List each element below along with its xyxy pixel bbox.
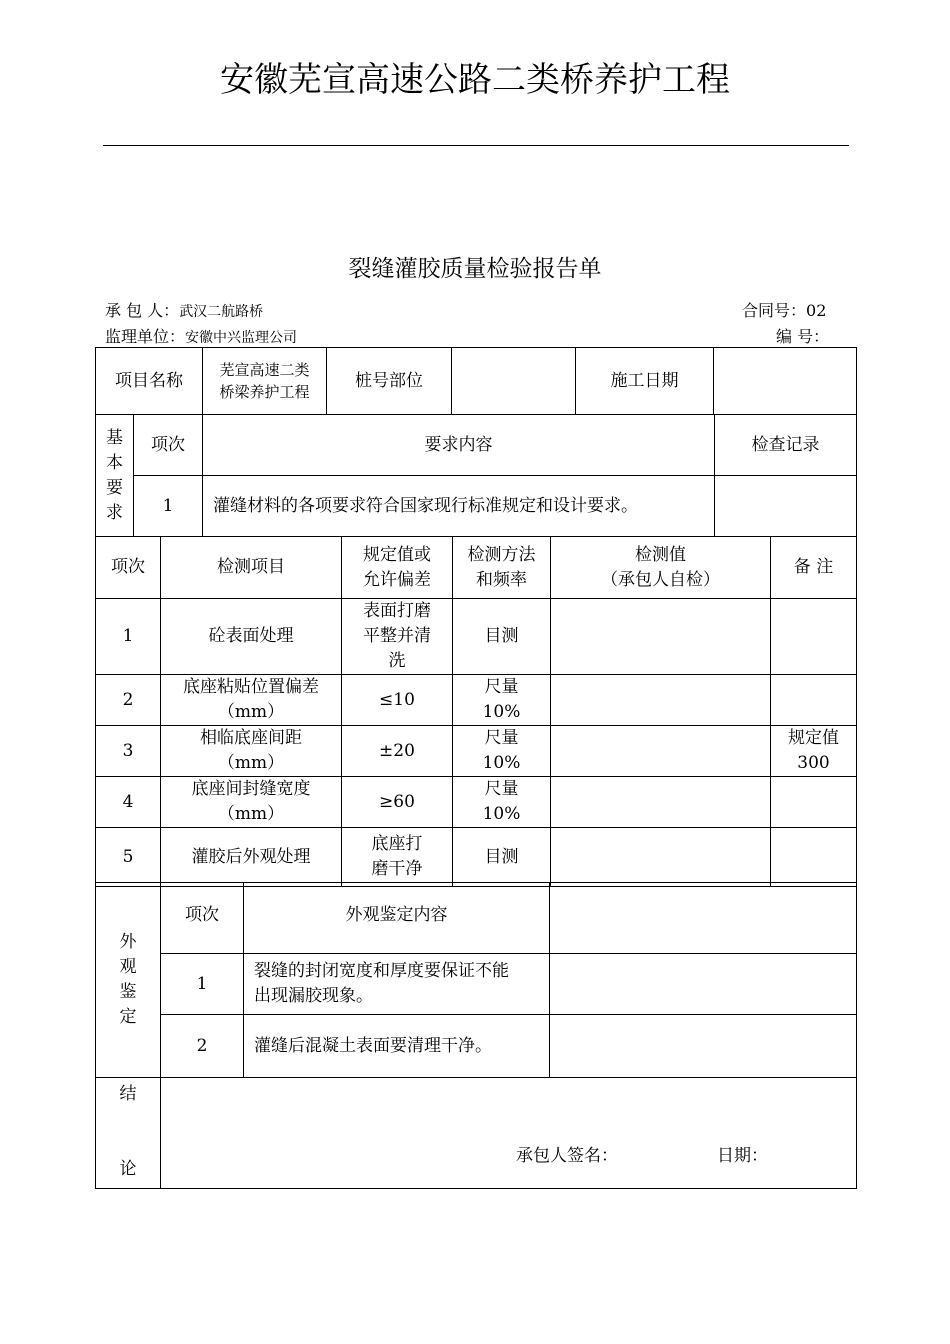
appearance-content: 灌缝后混凝土表面要清理干净。	[244, 1015, 550, 1078]
inspection-spec: 底座打 磨干净	[342, 828, 453, 887]
contractor-value: 武汉二航路桥	[179, 304, 264, 320]
inspection-spec: 表面打磨 平整并清 洗	[342, 599, 453, 675]
inspection-value[interactable]	[551, 777, 771, 828]
inspection-spec: ±20	[342, 726, 453, 777]
table-row	[96, 828, 857, 887]
inspection-check-item: 底座间封缝宽度 （mm）	[161, 777, 342, 828]
basic-item-header: 项次	[134, 415, 203, 476]
supervisor-label: 监理单位：	[105, 327, 186, 346]
construction-date-label: 施工日期	[576, 348, 714, 415]
inspection-table	[95, 536, 857, 887]
station-label: 桩号部位	[327, 348, 452, 415]
basic-requirement-content: 灌缝材料的各项要求符合国家现行标准规定和设计要求。	[203, 476, 715, 537]
serial-number-line	[776, 324, 829, 347]
appearance-item-number: 1	[161, 954, 244, 1015]
inspection-note-header: 备 注	[771, 537, 857, 599]
supervisor-value: 安徽中兴监理公司	[185, 330, 298, 346]
inspection-value[interactable]	[551, 675, 771, 726]
inspection-note: 规定值 300	[771, 726, 857, 777]
contract-number-value: 02	[806, 301, 827, 320]
inspection-note	[771, 599, 857, 675]
appearance-table	[95, 882, 857, 1078]
inspection-check-item: 灌胶后外观处理	[161, 828, 342, 887]
table-row	[96, 726, 857, 777]
basic-content-header: 要求内容	[203, 415, 715, 476]
table-row	[96, 954, 857, 1015]
project-name-label: 项目名称	[96, 348, 203, 415]
inspection-note	[771, 828, 857, 887]
inspection-spec: ≥60	[342, 777, 453, 828]
inspection-header-row	[96, 537, 857, 599]
conclusion-label-bottom: 论	[119, 1159, 137, 1179]
basic-check-record[interactable]	[715, 476, 857, 537]
inspection-value-header: 检测值 （承包人自检）	[551, 537, 771, 599]
inspection-check-item: 底座粘贴位置偏差 （mm）	[161, 675, 342, 726]
appearance-header-blank	[550, 883, 857, 954]
inspection-check-item: 相临底座间距 （mm）	[161, 726, 342, 777]
table-row	[96, 599, 857, 675]
table-row	[96, 675, 857, 726]
document-header-title: 安徽芜宣高速公路二类桥养护工程	[220, 60, 730, 100]
inspection-check-item: 砼表面处理	[161, 599, 342, 675]
conclusion-date-label: 日期：	[717, 1146, 768, 1166]
header-divider	[103, 145, 849, 146]
project-name-value-line1: 芜宣高速二类	[219, 361, 310, 379]
inspection-value[interactable]	[551, 599, 771, 675]
inspection-value[interactable]	[551, 726, 771, 777]
conclusion-content[interactable]	[161, 1078, 857, 1189]
conclusion-label-top: 结	[119, 1084, 137, 1104]
inspection-method: 目测	[453, 599, 551, 675]
contract-number-line	[742, 298, 826, 321]
station-value[interactable]	[452, 348, 576, 415]
contractor-line	[105, 298, 263, 321]
table-row	[96, 476, 857, 537]
inspection-value[interactable]	[551, 828, 771, 887]
contractor-label: 承 包 人：	[105, 301, 180, 320]
basic-item-number: 1	[134, 476, 203, 537]
inspection-item-header: 项次	[96, 537, 161, 599]
inspection-method: 尺量 10%	[453, 777, 551, 828]
inspection-method-header: 检测方法 和频率	[453, 537, 551, 599]
appearance-item-number: 2	[161, 1015, 244, 1078]
inspection-item-number: 1	[96, 599, 161, 675]
inspection-method: 尺量 10%	[453, 726, 551, 777]
inspection-spec-header: 规定值或 允许偏差	[342, 537, 453, 599]
basic-requirements-side-label: 基 本 要 求	[96, 415, 134, 537]
inspection-method: 目测	[453, 828, 551, 887]
appearance-item-header: 项次	[161, 883, 244, 954]
table-row	[96, 1015, 857, 1078]
inspection-note	[771, 675, 857, 726]
inspection-note	[771, 777, 857, 828]
appearance-content-header: 外观鉴定内容	[244, 883, 550, 954]
contract-number-label: 合同号：	[742, 301, 807, 320]
appearance-side-label: 外 观 鉴 定	[96, 883, 161, 1078]
supervisor-line	[105, 324, 297, 347]
conclusion-side-label	[96, 1078, 161, 1189]
basic-requirements-table	[95, 414, 857, 537]
table-row	[96, 777, 857, 828]
appearance-result[interactable]	[550, 954, 857, 1015]
inspection-item-number: 3	[96, 726, 161, 777]
conclusion-table	[95, 1077, 857, 1189]
contractor-signature-label: 承包人签名：	[516, 1146, 618, 1166]
construction-date-value[interactable]	[714, 348, 857, 415]
inspection-item-number: 5	[96, 828, 161, 887]
appearance-result[interactable]	[550, 1015, 857, 1078]
inspection-item-number: 4	[96, 777, 161, 828]
inspection-method: 尺量 10%	[453, 675, 551, 726]
inspection-spec: ≤10	[342, 675, 453, 726]
inspection-check-header: 检测项目	[161, 537, 342, 599]
basic-record-header: 检查记录	[715, 415, 857, 476]
appearance-content: 裂缝的封闭宽度和厚度要保证不能 出现漏胶现象。	[244, 954, 550, 1015]
project-name-value-line2: 桥梁养护工程	[219, 383, 310, 401]
inspection-item-number: 2	[96, 675, 161, 726]
project-name-value	[203, 348, 327, 415]
form-title: 裂缝灌胶质量检验报告单	[348, 256, 602, 282]
serial-number-label: 编 号：	[776, 327, 830, 346]
project-info-table	[95, 347, 857, 415]
